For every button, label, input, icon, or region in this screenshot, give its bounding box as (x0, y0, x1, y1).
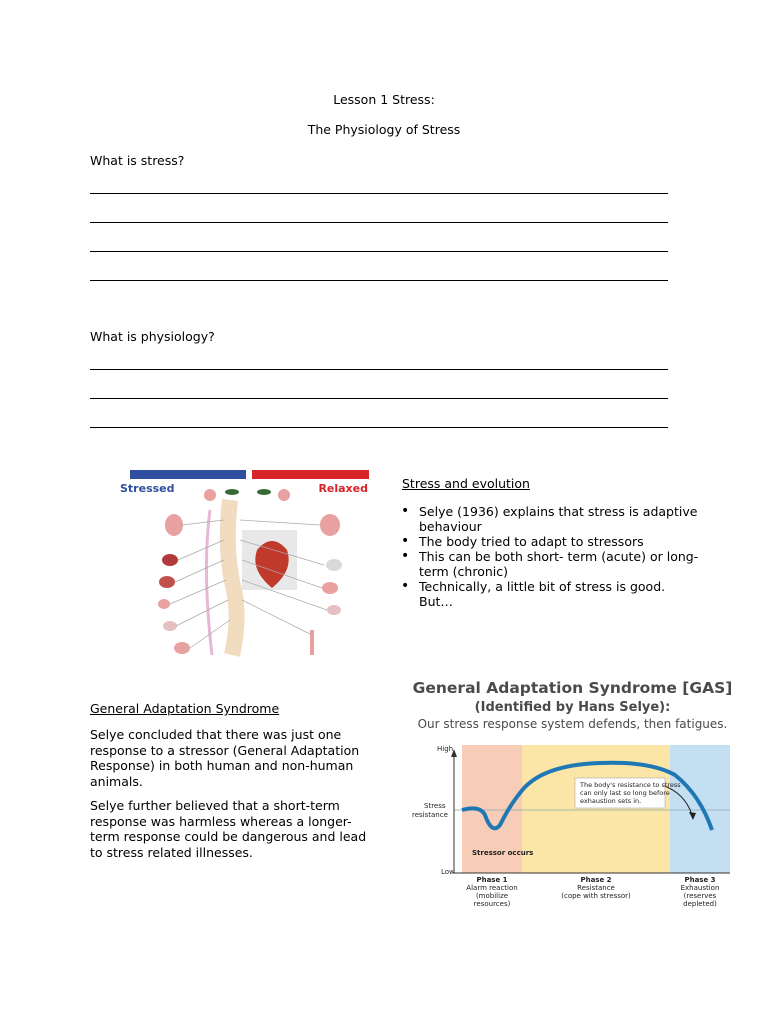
gas-paragraph: Selye further believed that a short-term response was harmless whereas a longer-term response could be dangerous and lead to stress related illnesses. (90, 798, 367, 860)
phase-3-label (670, 876, 730, 908)
phase-1-name: Phase 1 (476, 876, 508, 884)
lesson-heading: Lesson 1 Stress: (333, 92, 435, 107)
phase-3-line: depleted) (683, 900, 717, 908)
answer-line[interactable] (90, 251, 668, 252)
y-low-label: Low (441, 868, 455, 876)
phase-3-area (670, 745, 730, 873)
phase-1-line: resources) (473, 900, 511, 908)
page-title: The Physiology of Stress (307, 122, 461, 137)
relaxed-label: Relaxed (318, 482, 368, 495)
phase-2-name: Phase 2 (580, 876, 612, 884)
nervous-system-figure (112, 470, 372, 660)
phase-1-label (462, 876, 522, 908)
stressor-label: Stressor occurs (472, 849, 534, 857)
y-axis-label: Stress (424, 802, 446, 810)
nervous-system-diagram (112, 470, 372, 660)
answer-line[interactable] (90, 193, 668, 194)
phase-3-name: Phase 3 (684, 876, 716, 884)
answer-line[interactable] (90, 369, 668, 370)
y-high-label: High (437, 745, 454, 753)
callout-text: exhaustion sets in. (580, 797, 642, 805)
callout-text: can only last so long before (580, 789, 670, 797)
question-physiology: What is physiology? (90, 329, 215, 344)
phase-2-line: Resistance (577, 884, 615, 892)
answer-line[interactable] (90, 222, 668, 223)
bullet-item: • Technically, a little bit of stress is good. But… (401, 579, 701, 609)
gas-heading: General Adaptation Syndrome (90, 701, 280, 716)
phase-3-line: Exhaustion (680, 884, 720, 892)
gas-paragraph: Selye concluded that there was just one response to a stressor (General Adaptation Response) in both human and non-human animals. (90, 727, 360, 789)
stressed-label: Stressed (120, 482, 175, 495)
bullet-item: • The body tried to adapt to stressors (401, 534, 701, 549)
phase-1-line: (mobilize (475, 892, 509, 900)
evolution-bullets (401, 504, 701, 609)
phase-2-line: (cope with stressor) (561, 892, 631, 900)
answer-line[interactable] (90, 427, 668, 428)
answer-line[interactable] (90, 280, 668, 281)
gas-figure-tagline: Our stress response system defends, then fatigues. (417, 717, 728, 731)
question-stress: What is stress? (90, 153, 185, 168)
phase-1-line: Alarm reaction (466, 884, 518, 892)
callout-text: The body's resistance to stress (580, 781, 681, 789)
bullet-item: • This can be both short- term (acute) or long-term (chronic) (401, 549, 701, 579)
evolution-heading: Stress and evolution (402, 476, 530, 491)
phase-3-line: (reserves (683, 892, 717, 900)
gas-figure-title: General Adaptation Syndrome [GAS] (412, 679, 733, 697)
y-axis-label: resistance (412, 811, 448, 819)
gas-figure-subtitle: (Identified by Hans Selye): (474, 700, 671, 715)
answer-line[interactable] (90, 398, 668, 399)
bullet-item: • Selye (1936) explains that stress is adaptive behaviour (401, 504, 701, 534)
gas-figure (400, 675, 745, 915)
phase-2-label (546, 876, 646, 900)
